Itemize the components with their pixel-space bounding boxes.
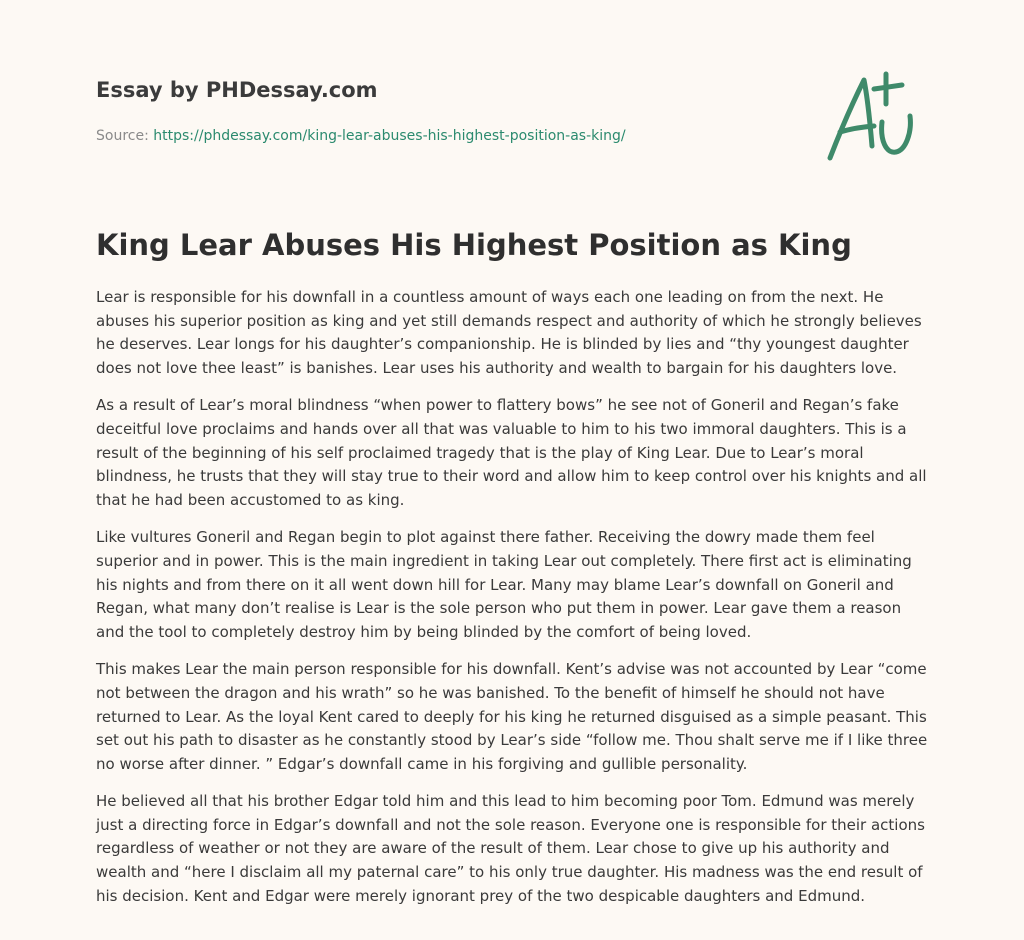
essay-paragraph: Lear is responsible for his downfall in a countless amount of ways each one leading on from the next. He abuses his superior position as king and yet still demands respect and authority of which he strongly believes he deserves. Lear longs for his daughter’s companionship. He is blinded by lies and “thy youngest daughter does not love thee least” is banishes. Lear uses his authority and wealth to bargain for his daughters love. [96, 288, 922, 377]
essay-title: King Lear Abuses His Highest Position as King [96, 228, 852, 262]
essay-paragraph: As a result of Lear’s moral blindness “when power to flattery bows” he see not of Goneril and Regan’s fake deceitful love proclaims and hands over all that was valuable to him to his two immoral daughters. This is a result of the beginning of his self proclaimed tragedy that is the play of King Lear. Due to Lear’s moral blindness, he trusts that they will stay true to their word and allow him to keep control over his knights and all that he had been accustomed to as king. [96, 396, 927, 509]
essay-paragraph: This makes Lear the main person responsible for his downfall. Kent’s advise was not accounted by Lear “come not between the dragon and his wrath” so he was banished. To the benefit of himself he should not have returned to Lear. As the loyal Kent cared to deeply for his king he returned disguised as a simple peasant. This set out his path to disaster as he constantly stood by Lear’s side “follow me. Thou shalt serve me if I like three no worse after dinner. ” Edgar’s downfall came in his forgiving and gullible personality. [96, 660, 928, 773]
source-label: Source: [96, 128, 149, 144]
source-line [96, 126, 796, 146]
essay-body [96, 286, 932, 922]
source-link[interactable]: https://phdessay.com/king-lear-abuses-his-highest-position-as-king/ [153, 128, 626, 144]
brand-title: Essay by PHDessay.com [96, 78, 378, 102]
essay-header [96, 76, 796, 146]
a-plus-grade-icon [820, 66, 930, 166]
essay-paragraph: He believed all that his brother Edgar told him and this lead to him becoming poor Tom. Edmund was merely just a directing force in Edgar’s downfall and not the sole reason. Everyone one is responsible for their actions regardless of weather or not they are aware of the result of them. Lear chose to give up his authority and wealth and “here I disclaim all my paternal care” to his only true daughter. His madness was the end result of his decision. Kent and Edgar were merely ignorant prey of the two despicable daughters and Edmund. [96, 792, 925, 905]
essay-paragraph: Like vultures Goneril and Regan begin to plot against there father. Receiving the dowry made them feel superior and in power. This is the main ingredient in taking Lear out completely. There first act is eliminating his nights and from there on it all went down hill for Lear. Many may blame Lear’s downfall on Goneril and Regan, what many don’t realise is Lear is the sole person who put them in power. Lear gave them a reason and the tool to completely destroy him by being blinded by the comfort of being loved. [96, 528, 912, 641]
